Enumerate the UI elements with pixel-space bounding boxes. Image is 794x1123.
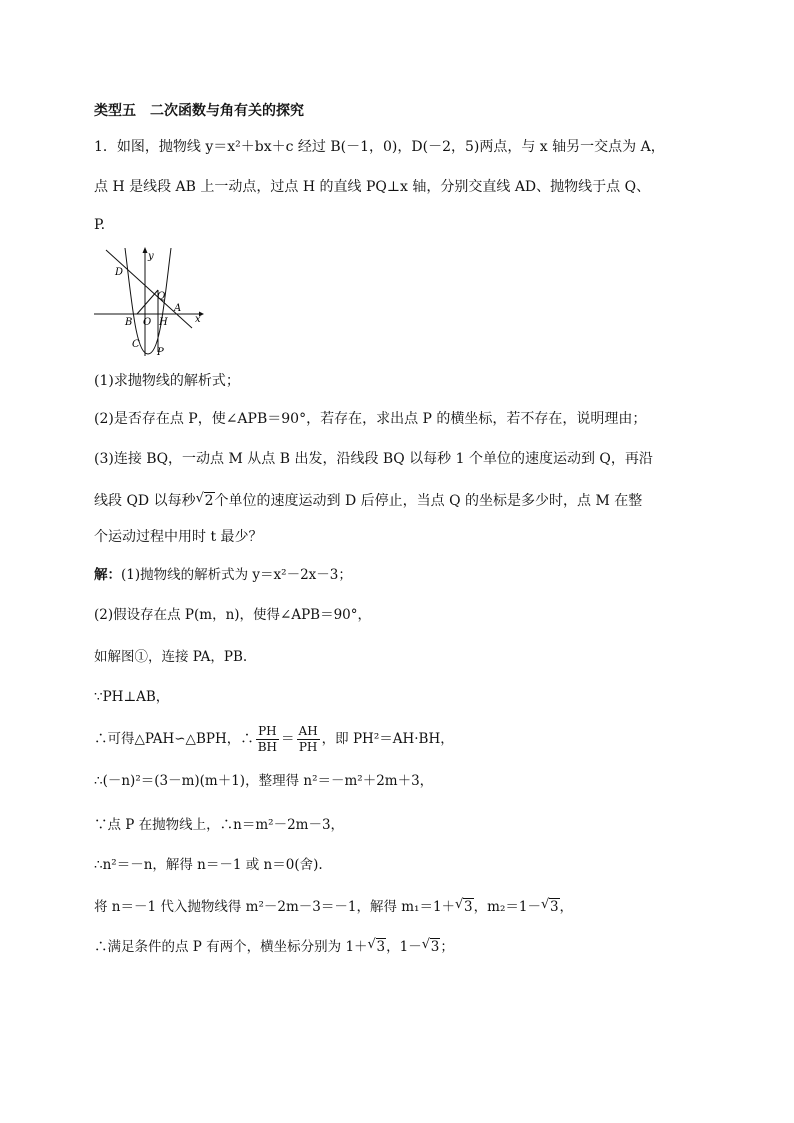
label-o: O — [143, 317, 152, 328]
fraction-ah-ph — [297, 724, 320, 755]
solution-step-9-text-c: ， — [559, 899, 574, 915]
solution-step-5-text-b: ，即 PH²＝AH·BH， — [321, 731, 454, 747]
label-d: D — [115, 267, 124, 278]
solution-step-1 — [94, 566, 352, 584]
sqrt-3-third — [369, 938, 387, 956]
solution-step-7: ∵点 P 在抛物线上，∴n＝m²－2m－3， — [94, 817, 345, 833]
fraction-ph-bh — [256, 724, 279, 755]
solution-step-4: ∵PH⊥AB， — [94, 689, 170, 705]
sqrt-3-third-radicand: 3 — [376, 939, 386, 955]
question-1: (1)求抛物线的解析式； — [94, 373, 240, 389]
sqrt-2-radicand: 2 — [204, 493, 214, 509]
fraction-ph-bh-denominator: BH — [257, 740, 278, 754]
fraction-ah-ph-denominator: PH — [298, 740, 318, 754]
solution-step-10-text-b: ，1－ — [386, 939, 422, 955]
solution-step-10 — [94, 938, 454, 956]
problem-line-1: 1．如图，抛物线 y＝x²＋bx＋c 经过 B(－1，0)，D(－2，5)两点，与 x 轴另一交点为 A， — [94, 139, 665, 155]
sqrt-3-first — [456, 898, 474, 916]
question-2: (2)是否存在点 P，使∠APB＝90°，若存在，求出点 P 的横坐标，若不存在，说明理由； — [94, 411, 647, 427]
solution-step-9-text-b: ，m₂＝1－ — [473, 899, 541, 915]
equals-sign: ＝ — [281, 731, 295, 747]
solution-step-3: 如解图①，连接 PA，PB. — [94, 649, 248, 665]
sqrt-3-fourth — [423, 938, 441, 956]
sqrt-3-first-radicand: 3 — [464, 899, 473, 915]
question-3-line-1: (3)连接 BQ，一动点 M 从点 B 出发，沿线段 BQ 以每秒 1 个单位的速度运动到 Q，再沿 — [94, 451, 653, 467]
label-b: B — [125, 317, 133, 328]
solution-step-1-text: (1)抛物线的解析式为 y＝x²－2x－3； — [121, 567, 352, 583]
sqrt-3-fourth-radicand: 3 — [430, 939, 440, 955]
q3-text-b: 个单位的速度运动到 D 后停止，当点 Q 的坐标是多少时，点 M 在整 — [214, 493, 643, 509]
solution-step-5-text-a: ∴可得△PAH∽△BPH，∴ — [94, 731, 254, 747]
solution-step-6: ∴(－n)²＝(3－m)(m＋1)，整理得 n²＝－m²＋2m＋3， — [94, 773, 434, 789]
question-3-line-2 — [94, 492, 642, 510]
solution-step-9 — [94, 898, 573, 916]
y-axis-arrow — [143, 247, 148, 253]
label-q: Q — [157, 291, 166, 302]
q3-text-a: 线段 QD 以每秒 — [94, 493, 196, 509]
solution-step-10-text-a: ∴满足条件的点 P 有两个，横坐标分别为 1＋ — [94, 939, 368, 955]
solution-step-5 — [94, 722, 454, 756]
solution-label: 解： — [94, 567, 121, 583]
label-h: H — [159, 317, 168, 328]
solution-step-2: (2)假设存在点 P(m，n)，使得∠APB＝90°， — [94, 607, 372, 623]
label-p: P — [157, 347, 164, 358]
solution-step-8: ∴n²＝－n，解得 n＝－1 或 n＝0(舍). — [94, 857, 323, 873]
label-a: A — [174, 303, 182, 314]
sqrt-2 — [197, 492, 215, 510]
line-bq — [137, 290, 158, 314]
fraction-ah-ph-numerator: AH — [298, 724, 318, 738]
solution-step-10-text-c: ； — [440, 939, 454, 955]
question-3-line-3: 个运动过程中用时 t 最少？ — [94, 529, 263, 545]
solution-step-9-text-a: 将 n＝－1 代入抛物线得 m²－2m－3＝－1，解得 m₁＝1＋ — [94, 899, 456, 915]
fraction-ph-bh-numerator: PH — [256, 724, 279, 740]
section-heading: 类型五 二次函数与角有关的探究 — [94, 103, 304, 119]
label-x: x — [195, 314, 201, 325]
sqrt-3-second — [542, 898, 560, 916]
problem-line-3: P. — [94, 217, 106, 233]
parabola-figure — [94, 244, 206, 360]
label-c: C — [132, 339, 140, 350]
problem-line-2: 点 H 是线段 AB 上一动点，过点 H 的直线 PQ⊥x 轴，分别交直线 AD、抛物线于点 Q、 — [94, 179, 651, 195]
sqrt-3-second-radicand: 3 — [549, 899, 559, 915]
label-y: y — [148, 251, 154, 262]
